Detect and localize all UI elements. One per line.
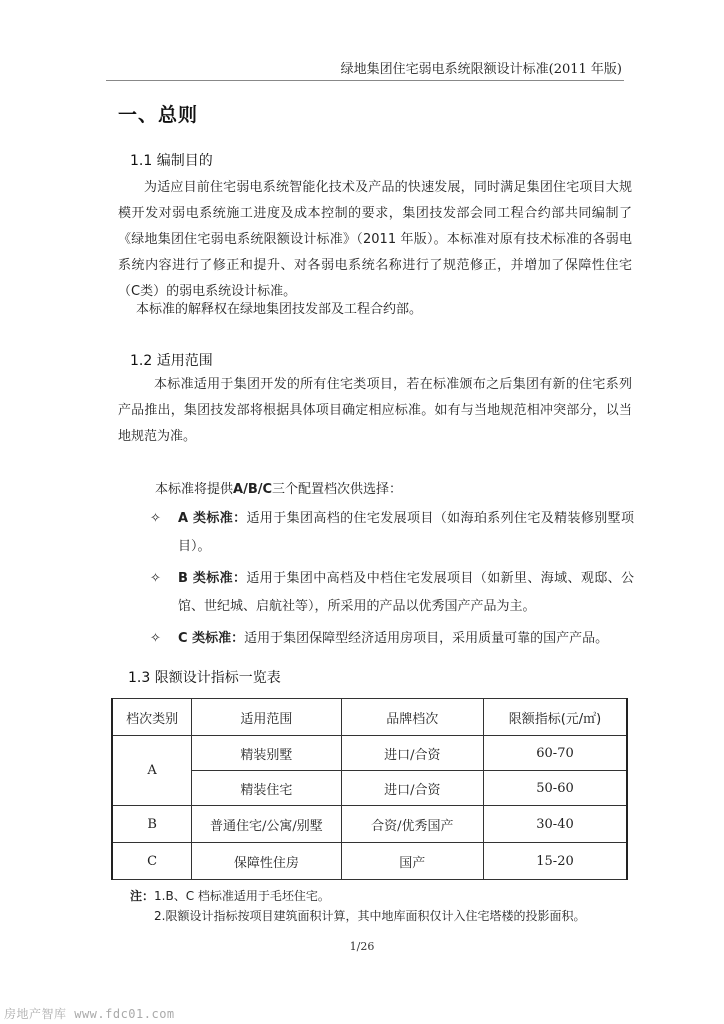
table-cell-scope: 精装住宅 <box>192 771 341 806</box>
grade-intro-grades: A/B/C <box>233 482 273 497</box>
bullet-label: B 类标准： <box>178 571 247 586</box>
section-1-1-paragraph-2: 本标准的解释权在绿地集团技发部及工程合约部。 <box>136 302 423 317</box>
limit-index-table <box>111 698 628 880</box>
note-line <box>130 886 585 906</box>
list-item <box>150 505 634 561</box>
note-text: 2.限额设计指标按项目建筑面积计算，其中地库面积仅计入住宅塔楼的投影面积。 <box>154 909 586 923</box>
list-item <box>150 565 634 621</box>
section-title-1-3: 1.3 限额设计指标一览表 <box>128 670 281 686</box>
bullet-text: 适用于集团保障型经济适用房项目，采用质量可靠的国产产品。 <box>244 631 609 646</box>
grade-intro-suffix: 三个配置档次供选择： <box>272 482 403 497</box>
diamond-bullet-icon: ✧ <box>150 511 161 526</box>
section-1-1-paragraph-1: 为适应目前住宅弱电系统智能化技术及产品的快速发展，同时满足集团住宅项目大规模开发对弱电系统施工进度及成本控制的要求，集团技发部会同工程合约部共同编制了《绿地集团住宅弱电系统限额设计标准》（2011 年版）。本标准对原有技术标准的各弱电系统内容进行了修正和提升、对各弱电系统名称进行了规范修正，并增加了保障性住宅（C类）的弱电系统设计标准。 <box>118 180 632 299</box>
section-1-2-paragraph-1: 本标准适用于集团开发的所有住宅类项目，若在标准颁布之后集团有新的住宅系列产品推出，集团技发部将根据具体项目确定相应标准。如有与当地规范相冲突部分，以当地规范为准。 <box>118 377 632 444</box>
bullet-label: A 类标准： <box>178 511 247 526</box>
table-cell-limit: 60-70 <box>484 736 627 771</box>
note-text: 1.B、C 档标准适用于毛坯住宅。 <box>154 889 330 903</box>
table-notes <box>130 886 585 926</box>
table-cell-limit: 30-40 <box>484 806 627 843</box>
table-cell-scope: 精装别墅 <box>192 736 341 771</box>
notes-label: 注： <box>130 889 155 903</box>
table-header-cell: 档次类别 <box>112 699 192 736</box>
watermark: 房地产智库 www.fdc01.com <box>4 1007 175 1021</box>
table-cell-brand: 进口/合资 <box>341 771 483 806</box>
table-cell-brand: 国产 <box>341 843 483 880</box>
table-header-cell: 限额指标(元/㎡) <box>484 699 627 736</box>
table-row <box>112 843 627 880</box>
table-header-row <box>112 699 627 736</box>
diamond-bullet-icon: ✧ <box>150 571 161 586</box>
note-line <box>130 906 585 926</box>
table-cell-scope: 普通住宅/公寓/别墅 <box>192 806 341 843</box>
table-header-cell: 适用范围 <box>192 699 341 736</box>
grade-intro-prefix: 本标准将提供 <box>155 482 234 497</box>
table-cell-limit: 15-20 <box>484 843 627 880</box>
page-number: 1/26 <box>349 940 375 953</box>
bullet-label: C 类标准： <box>178 631 245 646</box>
table-cell-grade: C <box>112 843 192 880</box>
section-title-1-1: 1.1 编制目的 <box>130 153 213 169</box>
list-item <box>150 625 634 653</box>
diamond-bullet-icon: ✧ <box>150 631 161 646</box>
table-cell-grade: A <box>112 736 192 806</box>
bullet-text: 适用于集团高档的住宅发展项目（如海珀系列住宅及精装修别墅项目）。 <box>178 511 634 554</box>
document-header-title: 绿地集团住宅弱电系统限额设计标准(2011 年版) <box>340 62 622 77</box>
table-cell-scope: 保障性住房 <box>192 843 341 880</box>
grade-bullet-list <box>150 505 634 657</box>
table-row <box>112 736 627 771</box>
table-header-cell: 品牌档次 <box>341 699 483 736</box>
table-cell-grade: B <box>112 806 192 843</box>
chapter-title: 一、总则 <box>118 104 199 126</box>
header-divider <box>106 80 624 81</box>
table-cell-brand: 进口/合资 <box>341 736 483 771</box>
table-cell-limit: 50-60 <box>484 771 627 806</box>
section-title-1-2: 1.2 适用范围 <box>130 353 213 369</box>
section-1-2-paragraph-2 <box>155 477 402 503</box>
table-cell-brand: 合资/优秀国产 <box>341 806 483 843</box>
table-row <box>112 806 627 843</box>
bullet-text: 适用于集团中高档及中档住宅发展项目（如新里、海域、观邸、公馆、世纪城、启航社等），所采用的产品以优秀国产产品为主。 <box>178 571 634 614</box>
